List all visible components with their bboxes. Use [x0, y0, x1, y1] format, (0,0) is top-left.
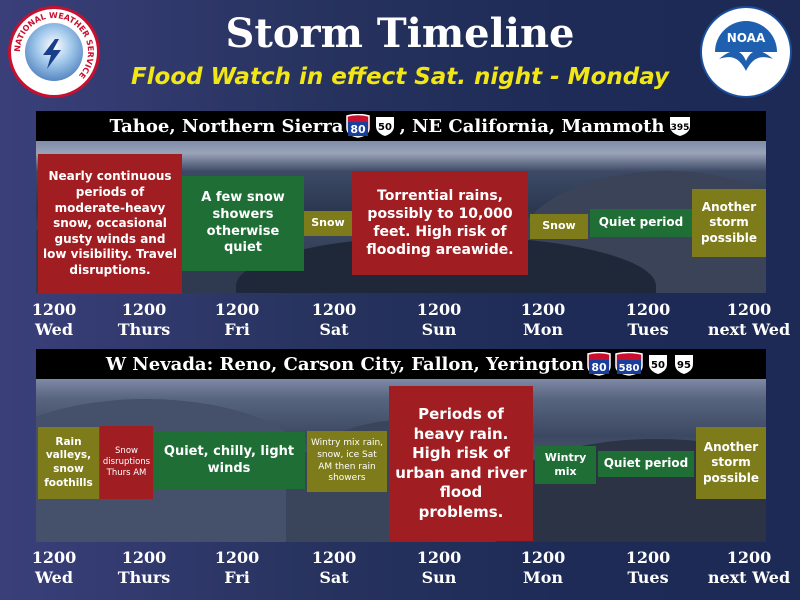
- interstate-80-shield-icon: [345, 114, 371, 138]
- svg-text:50: 50: [378, 122, 393, 133]
- nevada-tick-0: 1200 Wed: [31, 548, 77, 587]
- us-395-shield-icon: [667, 114, 693, 138]
- nevada-tick-5: 1200 Mon: [520, 548, 566, 587]
- tahoe-box-snow-mon: Snow: [530, 214, 588, 239]
- tahoe-tick-3: 1200 Sat: [311, 300, 357, 339]
- page-title: Storm Timeline: [225, 10, 575, 57]
- nevada-box-quiet-period: Quiet period: [598, 451, 694, 477]
- noaa-logo-text: NOAA: [726, 31, 766, 45]
- tahoe-box-another-storm: Another storm possible: [692, 189, 766, 257]
- interstate-80-shield-icon: [586, 352, 612, 376]
- nevada-box-quiet-chilly: Quiet, chilly, light winds: [153, 432, 305, 489]
- tahoe-box-torrential-rains: Torrential rains, possibly to 10,000 feet. High risk of flooding areawide.: [352, 171, 528, 275]
- tahoe-box-snow-showers: A few snow showers otherwise quiet: [182, 176, 304, 271]
- svg-text:NATIONAL WEATHER SERVICE: NATIONAL WEATHER SERVICE: [12, 10, 96, 81]
- tahoe-tick-1: 1200 Thurs: [117, 300, 171, 339]
- nevada-tick-4: 1200 Sun: [416, 548, 462, 587]
- tahoe-header-text: Tahoe, Northern Sierra: [109, 115, 344, 137]
- tahoe-tick-5: 1200 Mon: [520, 300, 566, 339]
- nevada-tick-3: 1200 Sat: [311, 548, 357, 587]
- svg-text:80: 80: [591, 361, 607, 374]
- us-95-shield-icon: [672, 352, 696, 376]
- nevada-tick-6: 1200 Tues: [625, 548, 671, 587]
- tahoe-panel-header: [36, 111, 766, 141]
- nevada-box-snow-disruptions: Snow disruptions Thurs AM: [100, 426, 153, 499]
- tahoe-tick-2: 1200 Fri: [214, 300, 260, 339]
- tahoe-tick-4: 1200 Sun: [416, 300, 462, 339]
- nevada-tick-2: 1200 Fri: [214, 548, 260, 587]
- nevada-box-rain-valleys: Rain valleys, snow foothills: [38, 427, 99, 499]
- nevada-tick-1: 1200 Thurs: [117, 548, 171, 587]
- svg-text:80: 80: [350, 123, 367, 136]
- svg-text:95: 95: [677, 360, 692, 371]
- us-50-shield-icon: [373, 114, 397, 138]
- nevada-box-wintry-mix-sat: Wintry mix rain, snow, ice Sat AM then rain showers: [307, 431, 387, 492]
- svg-text:580: 580: [618, 363, 640, 374]
- nevada-box-another-storm: Another storm possible: [696, 427, 766, 499]
- svg-text:50: 50: [651, 360, 666, 371]
- tahoe-tick-6: 1200 Tues: [625, 300, 671, 339]
- nevada-tick-7: 1200 next Wed: [707, 548, 791, 587]
- tahoe-header-text-2: , NE California, Mammoth: [399, 115, 665, 137]
- svg-text:395: 395: [670, 123, 689, 133]
- nevada-box-wintry-mix-mon: Wintry mix: [535, 446, 596, 484]
- us-50-shield-icon: [646, 352, 670, 376]
- nevada-header-text: W Nevada: Reno, Carson City, Fallon, Yerington: [105, 353, 585, 375]
- nevada-panel-header: [36, 349, 766, 379]
- nevada-box-heavy-rain: Periods of heavy rain. High risk of urban and river flood problems.: [389, 386, 533, 541]
- tahoe-box-snow-sat: Snow: [304, 211, 352, 236]
- tahoe-tick-0: 1200 Wed: [31, 300, 77, 339]
- tahoe-box-quiet-period: Quiet period: [590, 209, 692, 237]
- tahoe-box-heavy-snow: Nearly continuous periods of moderate-heavy snow, occasional gusty winds and low visibility. Travel disruptions.: [38, 154, 182, 294]
- interstate-580-shield-icon: [614, 352, 644, 376]
- page-subtitle: Flood Watch in effect Sat. night - Monday: [130, 64, 670, 90]
- tahoe-tick-7: 1200 next Wed: [707, 300, 791, 339]
